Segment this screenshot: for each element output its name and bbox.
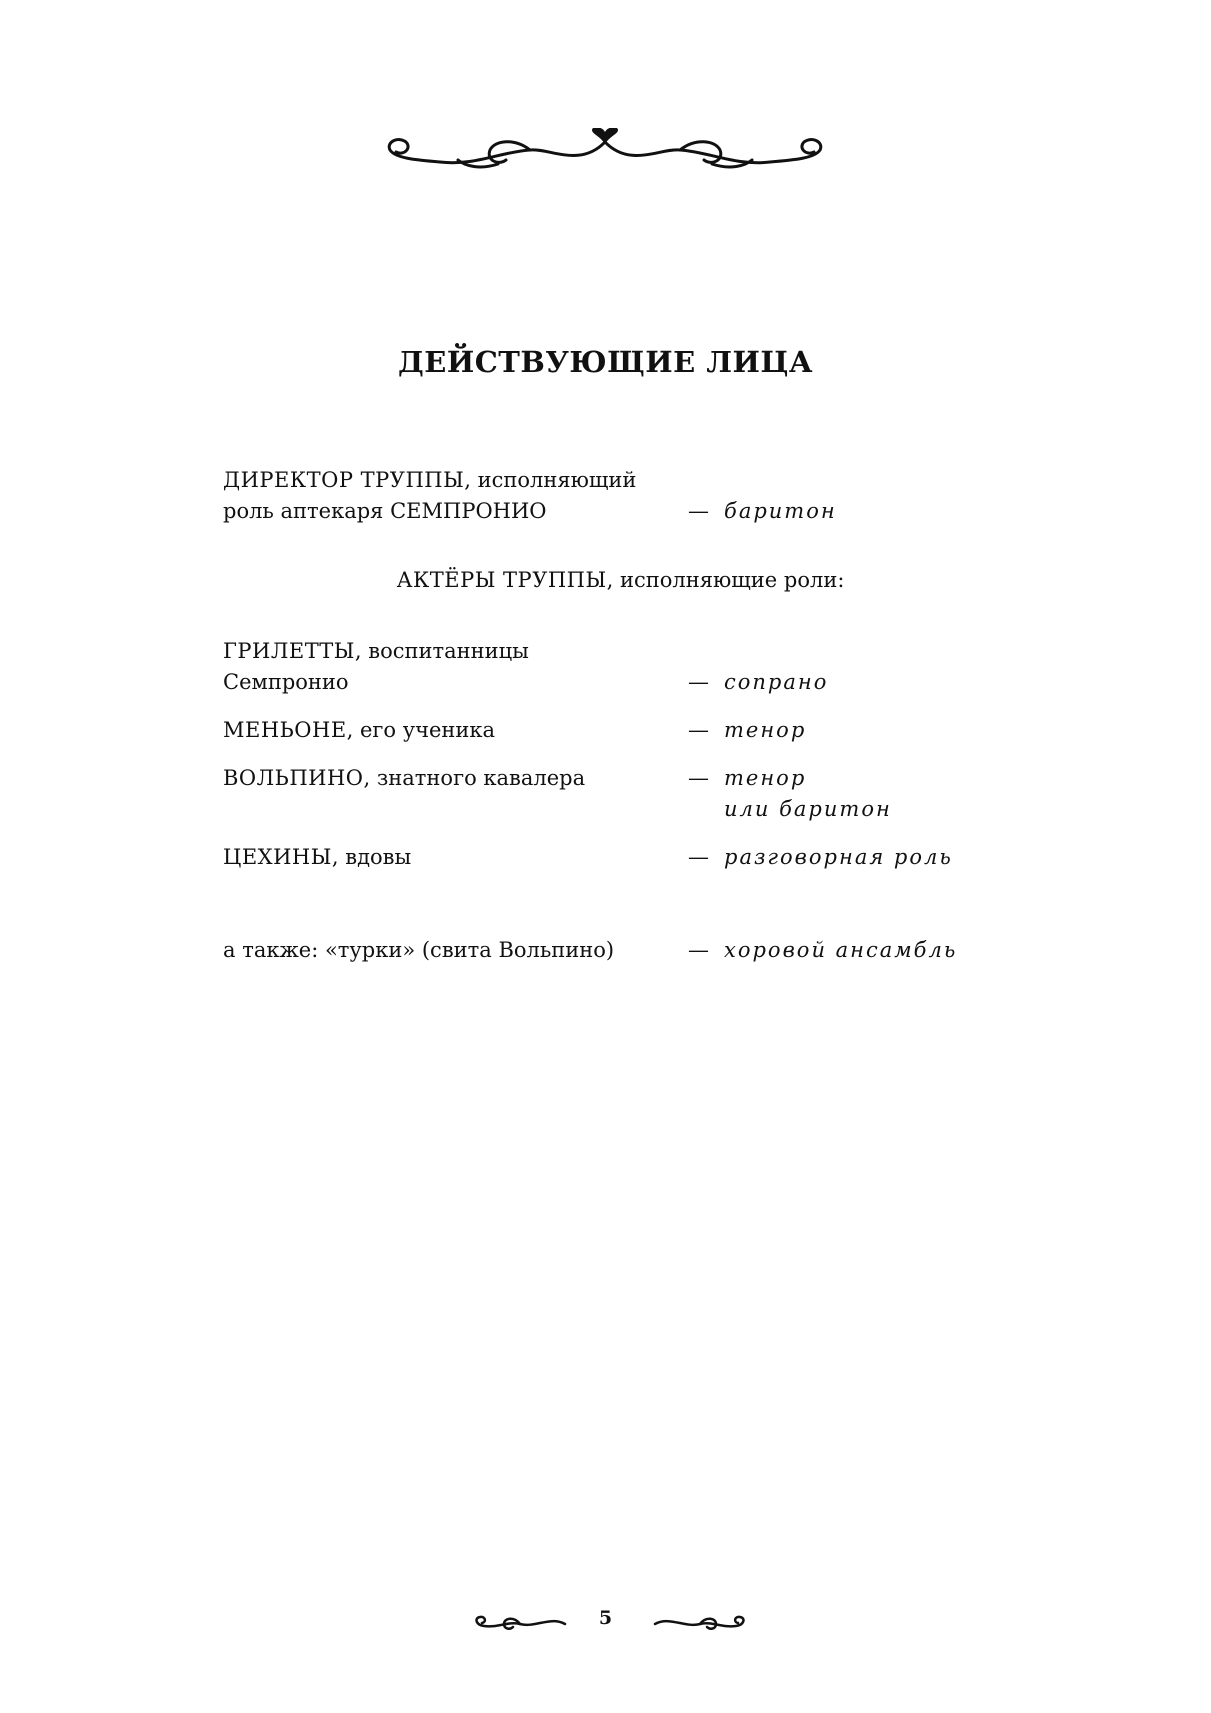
character-name: ГРИЛЕТТЫ — [223, 639, 355, 663]
character-name: ВОЛЬПИНО — [223, 766, 364, 790]
character-desc: , его ученика — [346, 718, 496, 742]
role-description — [223, 763, 673, 794]
character-desc: , вдовы — [331, 845, 412, 869]
dash: — — [688, 499, 709, 523]
role-description — [223, 842, 673, 873]
voice-text: тенор — [724, 766, 807, 790]
dash: — — [688, 766, 709, 790]
troupe-name: АКТЁРЫ ТРУППЫ — [396, 568, 607, 592]
voice-type — [688, 715, 806, 746]
character-desc-line2: роль аптекаря СЕМПРОНИО — [223, 499, 547, 523]
page-number: 5 — [598, 1607, 613, 1629]
voice-type — [688, 496, 837, 527]
voice-type — [688, 935, 957, 966]
voice-text: сопрано — [724, 670, 829, 694]
character-desc-line2: Семпронио — [223, 670, 349, 694]
character-name: ЦЕХИНЫ — [223, 845, 332, 869]
voice-type — [688, 667, 828, 698]
character-name: ДИРЕКТОР ТРУППЫ — [223, 468, 465, 492]
character-desc: , знатного кавалера — [363, 766, 586, 790]
voice-text-line2: или баритон — [724, 797, 892, 821]
dash: — — [688, 718, 709, 742]
voice-text: тенор — [724, 718, 807, 742]
footer-flourish-right-icon — [650, 1612, 750, 1634]
character-desc: , исполняющий — [464, 468, 637, 492]
dash: — — [688, 845, 709, 869]
voice-text: разговорная роль — [724, 845, 953, 869]
role-description — [223, 465, 673, 527]
page-title: ДЕЙСТВУЮЩИЕ ЛИЦА — [397, 345, 814, 379]
character-desc: , воспитанницы — [354, 639, 529, 663]
role-description — [223, 715, 673, 746]
troupe-subheading — [0, 568, 1211, 592]
troupe-desc: , исполняющие роли: — [606, 568, 845, 592]
role-description: а также: «турки» (свита Вольпино) — [223, 938, 615, 962]
voice-text: хоровой ансамбль — [724, 938, 958, 962]
role-description — [223, 636, 673, 698]
flourish-heart-ornament-icon — [380, 128, 830, 188]
voice-text: баритон — [724, 499, 837, 523]
dash: — — [688, 938, 709, 962]
character-name: МЕНЬОНЕ — [223, 718, 347, 742]
voice-type — [688, 842, 953, 873]
voice-type — [688, 763, 892, 825]
dash: — — [688, 670, 709, 694]
